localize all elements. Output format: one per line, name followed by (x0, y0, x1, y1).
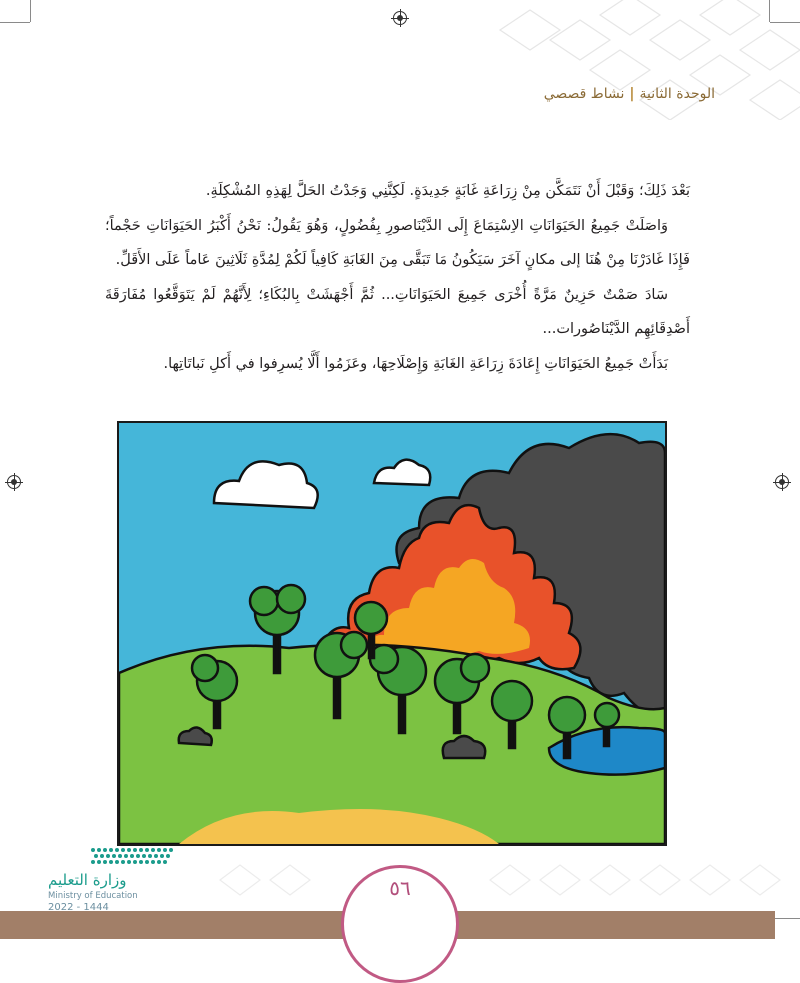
story-paragraph: بَدَأَتْ جَمِيعُ الحَيَوَانَاتِ إِعَادَةَ زِرَاعَةِ الغَابَةِ وَإِصْلَاحِهَا، وعَزَمُوا أَلَّا يُسرِفوا في أَكلِ نَباتَاتِها. (163, 355, 668, 372)
crop-mark (30, 0, 31, 22)
registration-mark-icon (775, 475, 789, 489)
unit-header (544, 86, 715, 102)
edition-year: 2022 - 1444 (48, 902, 109, 913)
ministry-name-english: Ministry of Education (48, 891, 138, 901)
header-separator: | (629, 86, 635, 102)
story-paragraph: بَعْدَ ذَلِكَ؛ وَقَبْلَ أَنْ نَتَمَكَّن مِنْ زِرَاعَةِ غَابَةٍ جَدِيدَةٍ. لَكِنَّنِي وَجَدْتُ الحَلَّ لِهَذِهِ المُشْكِلَةِ. (205, 183, 690, 199)
header-pattern-decoration (440, 0, 800, 120)
forest-fire-illustration (117, 421, 667, 846)
page-number: ٥٦ (389, 876, 411, 900)
story-paragraph: سَادَ صَمْتٌ حَزِينٌ مَرَّةً أُخْرَى جَمِيعَ الحَيَوَانَاتِ... ثُمَّ أَجْهَشَتْ بِالبُكَاءِ؛ لِأَنَّهُمْ لَمْ يَتَوَقَّعُوا مُفَارَقَةَ أَصْدِقَائِهِم الدَّيْنَاصُورات... (105, 286, 690, 337)
crop-mark (0, 22, 30, 23)
registration-mark-icon (393, 11, 407, 25)
ministry-logo-icon (88, 845, 178, 869)
section-label: نشاط قصصي (543, 86, 625, 102)
story-text (105, 174, 690, 381)
registration-mark-icon (7, 475, 21, 489)
unit-label: الوحدة الثانية (639, 86, 715, 102)
story-paragraph: وَاصَلَتْ جَمِيعُ الحَيَوَانَاتِ الاِسْتِمَاعَ إِلَى الدَّيْنَاصورِ بِفُضُولٍ، وَهُوَ يَقُولُ: نَحْنُ أَكْبَرُ الحَيَوَانَاتِ حَجْماً؛ فَإِذَا غَادَرْنَا مِنْ هُنَا إلى مكانٍ آخَرَ سَيَكُونُ مَا تَبَقَّى مِنَ الغَابَةِ كَافِياً لَكُمْ لِمُدَّةِ ثَلَاثِينَ عَاماً عَلَى الأَقَلِّ. (105, 217, 690, 268)
ministry-name-arabic: وزارة التعليم (48, 871, 127, 889)
